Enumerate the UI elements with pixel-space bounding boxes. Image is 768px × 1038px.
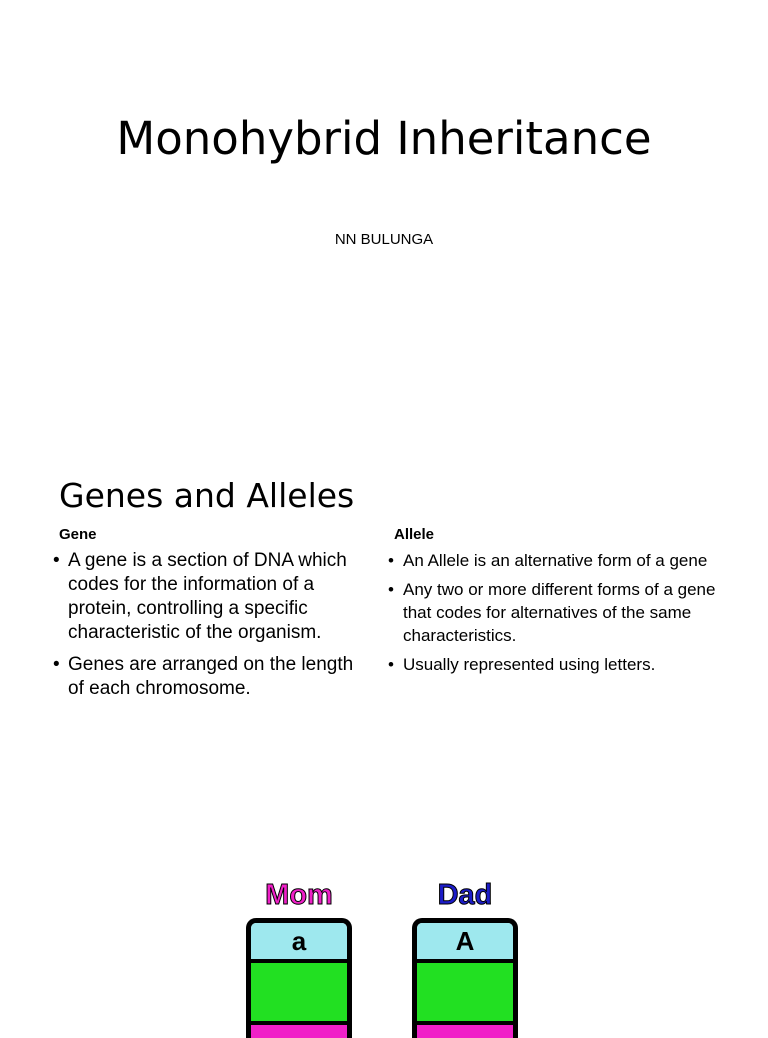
dad-label: Dad (437, 879, 493, 911)
genes-alleles-slide (0, 440, 768, 840)
mom-chromosome (246, 918, 352, 1038)
title-slide (0, 0, 768, 440)
chromosome-slide (0, 840, 768, 1024)
dad-bottom-band (417, 1025, 513, 1038)
allele-heading: Allele (394, 526, 435, 543)
mom-chromosome-group (239, 876, 359, 1038)
dad-gene-band (417, 963, 513, 1025)
allele-bullet: • Usually represented using letters. (387, 653, 717, 676)
dad-allele-band: A (417, 923, 513, 963)
gene-column (52, 526, 372, 709)
author-name: NN BULUNGA (334, 231, 434, 248)
mom-label: Mom (265, 879, 333, 911)
slide-heading: Genes and Alleles (59, 476, 355, 515)
allele-bullet: • Any two or more different forms of a gene that codes for alternatives of the same characteristics. (387, 578, 717, 647)
dad-chromosome (412, 918, 518, 1038)
allele-column (387, 526, 717, 682)
allele-bullet: • An Allele is an alternative form of a gene (387, 549, 717, 572)
gene-bullet-list (52, 549, 372, 701)
mom-allele-band: a (251, 923, 347, 963)
mom-bottom-band (251, 1025, 347, 1038)
gene-heading: Gene (59, 526, 97, 543)
allele-bullet-list (387, 549, 717, 676)
mom-gene-band (251, 963, 347, 1025)
gene-bullet: • A gene is a section of DNA which codes for the information of a protein, controlling a specific characteristic of the organism. (52, 549, 372, 645)
dad-chromosome-group (405, 876, 525, 1038)
slide-title: Monohybrid Inheritance (116, 112, 652, 165)
gene-bullet: • Genes are arranged on the length of each chromosome. (52, 653, 372, 701)
